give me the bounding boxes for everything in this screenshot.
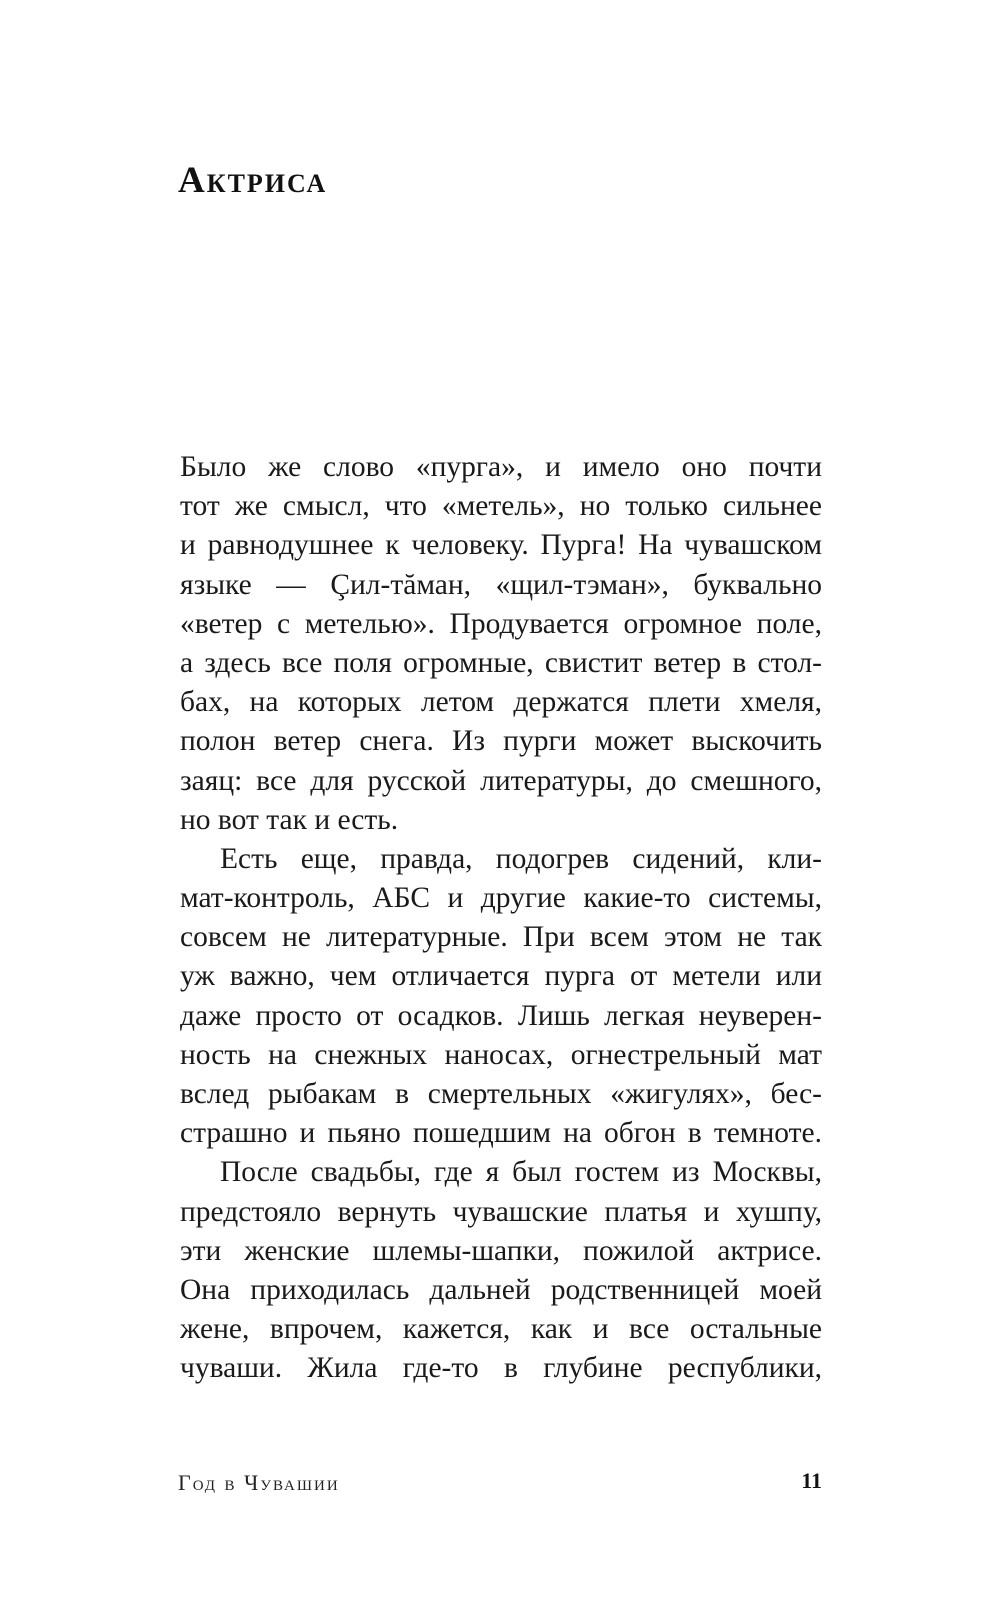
text-line: и равнодушнее к человеку. Пурга! На чувашском — [180, 529, 822, 562]
text-line: страшно и пьяно пошедшим на обгон в темноте. — [180, 1117, 822, 1150]
running-footer-title: Год в Чувашии — [178, 1470, 340, 1495]
chapter-title: Актриса — [178, 160, 328, 201]
text-line: языке — Çил-тăман, «щил-тэман», буквально — [180, 568, 822, 601]
text-line: эти женские шлемы-шапки, пожилой актрисе. — [180, 1234, 822, 1267]
text-line: предстояло вернуть чувашские платья и хушпу, — [180, 1195, 822, 1228]
text-line: уж важно, чем отличается пурга от метели или — [180, 960, 822, 993]
paragraph — [180, 448, 822, 840]
text-line: бах, на которых летом держатся плети хмеля, — [180, 686, 822, 719]
body-text — [180, 448, 822, 1389]
text-line: Есть еще, правда, подогрев сидений, кли- — [220, 842, 822, 875]
text-line: даже просто от осадков. Лишь легкая неуверен- — [180, 999, 822, 1032]
text-line: заяц: все для русской литературы, до смешного, — [180, 764, 822, 797]
paragraph — [180, 840, 822, 1154]
text-line: полон ветер снега. Из пурги может выскочить — [180, 725, 822, 758]
text-line: вслед рыбакам в смертельных «жигулях», бес- — [180, 1078, 822, 1110]
text-line: Было же слово «пурга», и имело оно почти — [180, 451, 822, 483]
text-line: жене, впрочем, кажется, как и все остальные — [180, 1313, 822, 1346]
page-number: 11 — [801, 1468, 822, 1493]
text-line: чуваши. Жила где-то в глубине республики, — [180, 1352, 822, 1385]
text-line: тот же смысл, что «метель», но только сильнее — [180, 490, 822, 523]
text-line: После свадьбы, где я был гостем из Москвы, — [220, 1156, 822, 1189]
text-line: ность на снежных наносах, огнестрельный мат — [180, 1038, 822, 1071]
paragraph — [180, 1153, 822, 1388]
text-line: но вот так и есть. — [180, 803, 399, 836]
text-line: «ветер с метелью». Продувается огромное поле, — [180, 607, 822, 640]
text-line: совсем не литературные. При всем этом не так — [180, 921, 822, 954]
text-line: а здесь все поля огромные, свистит ветер в стол- — [180, 646, 822, 679]
text-line: Она приходилась дальней родственницей моей — [180, 1273, 822, 1306]
text-line: мат-контроль, АБС и другие какие-то системы, — [180, 882, 822, 915]
